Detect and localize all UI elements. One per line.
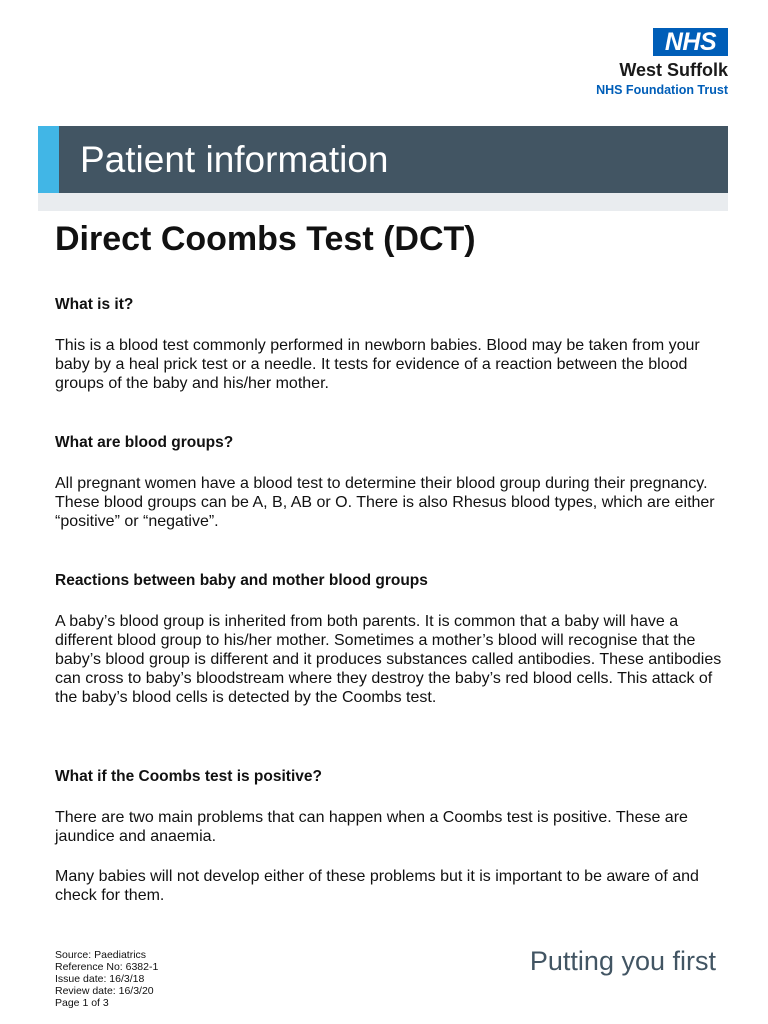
section-heading: What is it? — [55, 296, 134, 313]
section-heading: Reactions between baby and mother blood groups — [55, 572, 428, 589]
footer-page-number: Page 1 of 3 — [55, 997, 109, 1009]
banner-shadow — [38, 193, 728, 211]
footer-reference: Reference No: 6382-1 — [55, 961, 159, 973]
banner-accent — [38, 126, 59, 193]
nhs-logo: NHS — [653, 28, 728, 56]
section-paragraph: A baby’s blood group is inherited from both parents. It is common that a baby will have a different blood group to his/her mother. Sometimes a mother’s blood will recognise that the baby’s blood group is different and it produces substances called antibodies. These antibodies can cross to baby’s bloodstream where they destroy the baby’s red blood cells. This attack of the baby’s blood cells is detected by the Coombs test. — [55, 613, 722, 706]
footer-source: Source: Paediatrics — [55, 949, 147, 961]
footer-tagline: Putting you first — [529, 946, 716, 976]
org-name: West Suffolk — [619, 60, 728, 80]
banner-title: Patient information — [80, 139, 389, 180]
section-heading: What if the Coombs test is positive? — [55, 768, 322, 785]
org-subtitle: NHS Foundation Trust — [596, 83, 728, 97]
section-paragraph: There are two main problems that can happen when a Coombs test is positive. These are jaundice and anaemia. — [55, 809, 688, 845]
footer-review-date: Review date: 16/3/20 — [55, 985, 154, 997]
section-heading: What are blood groups? — [55, 434, 234, 451]
footer-meta — [55, 949, 158, 1009]
section-paragraph: Many babies will not develop either of these problems but it is important to be aware of and check for them. — [55, 868, 699, 904]
section-paragraph: This is a blood test commonly performed in newborn babies. Blood may be taken from your baby by a heal prick test or a needle. It tests for evidence of a reaction between the blood groups of the baby and his/her mother. — [55, 337, 700, 392]
footer-issue-date: Issue date: 16/3/18 — [55, 973, 145, 985]
document-title: Direct Coombs Test (DCT) — [55, 220, 476, 258]
section-paragraph: All pregnant women have a blood test to determine their blood group during their pregnancy. These blood groups can be A, B, AB or O. There is also Rhesus blood types, which are either “positive” or “negative”. — [55, 475, 715, 530]
